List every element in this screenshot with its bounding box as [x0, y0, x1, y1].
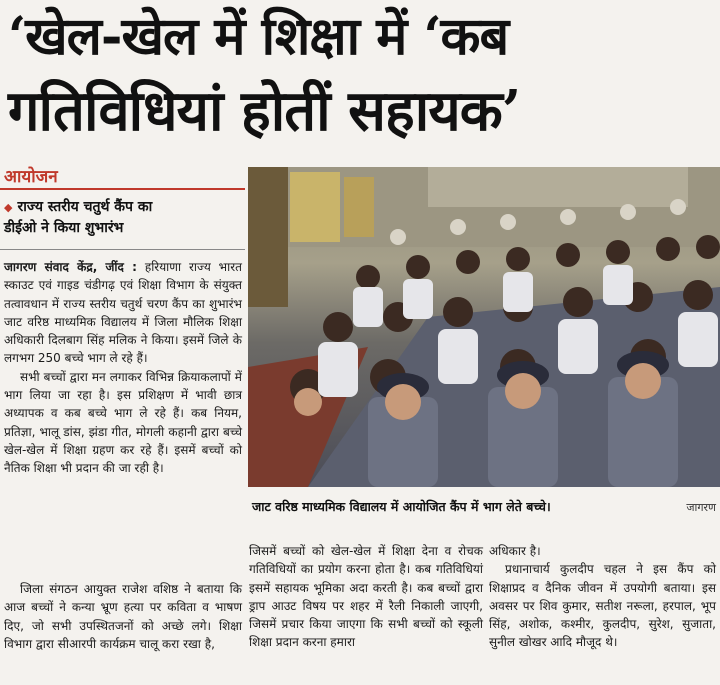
- article-paragraph-4: जिसमें बच्चों को खेल-खेल में शिक्षा देना व रोचक गतिविधियों का प्रयोग करना होता है। कब गतिविधियां इसमें सहायक भूमिका अदा करती है। कब बच्चों द्वारा ड्राप आउट विषय पर शहर में रैली निकाली जाएगी, जिसमें प्रचार किया जाएगा कि सभी बच्चों को स्कूली शिक्षा प्रदान करना हमारा: [249, 544, 483, 650]
- article-column-1-lower: [4, 580, 242, 653]
- section-rule: [0, 188, 245, 190]
- article-paragraph-2: सभी बच्चों द्वारा मन लगाकर विभिन्न क्रियाकलापों में भाग लिया जा रहा है। इस प्रशिक्षण में भावी छात्र अध्यापक व कब बच्चे भाग ले रहे हैं। कब नियम, प्रतिज्ञा, भालू डांस, झंडा गीत, मोगली कहानी द्वारा बच्चे खेल-खेल में शिक्षा ग्रहण कर रहे हैं। इसमें बच्चों को नैतिक शिक्षा भी प्रदान की जा रही है।: [4, 369, 242, 476]
- summary-rule: [0, 249, 245, 250]
- bullet-icon: ◆: [4, 201, 13, 214]
- article-paragraph-3: जिला संगठन आयुक्त राजेश वशिष्ठ ने बताया कि आज बच्चों ने कन्या भ्रूण हत्या पर कविता व भाषण दिए, जो सभी उपस्थितजनों को अच्छे लगे। शिक्षा विभाग द्वारा सीआरपी कार्यक्रम चालू करा रखा है,: [4, 582, 242, 651]
- photo-caption: जाट वरिष्ठ माध्यमिक विद्यालय में आयोजित कैंप में भाग लेते बच्चे।: [252, 499, 551, 514]
- article-column-3: [489, 542, 716, 652]
- article-column-2: [249, 542, 483, 652]
- section-label: आयोजन: [4, 167, 58, 187]
- summary-line-2: डीईओ ने किया शुभारंभ: [4, 220, 124, 236]
- photo-illustration: [248, 167, 720, 487]
- article-column-1: [4, 258, 242, 478]
- article-paragraph-5: अधिकार है।: [489, 544, 541, 558]
- headline: [0, 0, 720, 154]
- summary-line-1: राज्य स्तरीय चतुर्थ कैंप का: [17, 199, 153, 215]
- summary: [4, 197, 242, 239]
- paragraph-1-text: हरियाणा राज्य भारत स्काउट एवं गाइड चंडीगढ़ एवं शिक्षा विभाग के संयुक्त तत्वावधान में राज्य स्तरीय चतुर्थ चरण कैंप का शुभारंभ जाट वरिष्ठ माध्यमिक विद्यालय में जिला मौलिक शिक्षा अधिकारी दिलबाग सिंह मलिक ने किया। इसमें जिले के लगभग 250 बच्चे भाग ले रहे हैं।: [4, 260, 242, 366]
- photo-credit: जागरण: [686, 501, 716, 514]
- article-paragraph-1: [4, 258, 242, 368]
- news-photo: [248, 167, 720, 487]
- dateline: जागरण संवाद केंद्र, जींद :: [4, 260, 137, 274]
- headline-line-2: गतिविधियां होतीं सहायक’: [8, 78, 521, 144]
- headline-line-1: ‘खेल-खेल में शिक्षा में ‘कब: [8, 6, 509, 67]
- article-paragraph-6: प्रधानाचार्य कुलदीप चहल ने इस कैंप को शिक्षाप्रद व दैनिक जीवन में उपयोगी बताया। इस अवसर पर शिव कुमार, सतीश नरूला, हरपाल, भूप सिंह, अशोक, कश्मीर, कुलदीप, सुरेश, सुजाता, सुनील खोखर आदि मौजूद थे।: [489, 562, 716, 650]
